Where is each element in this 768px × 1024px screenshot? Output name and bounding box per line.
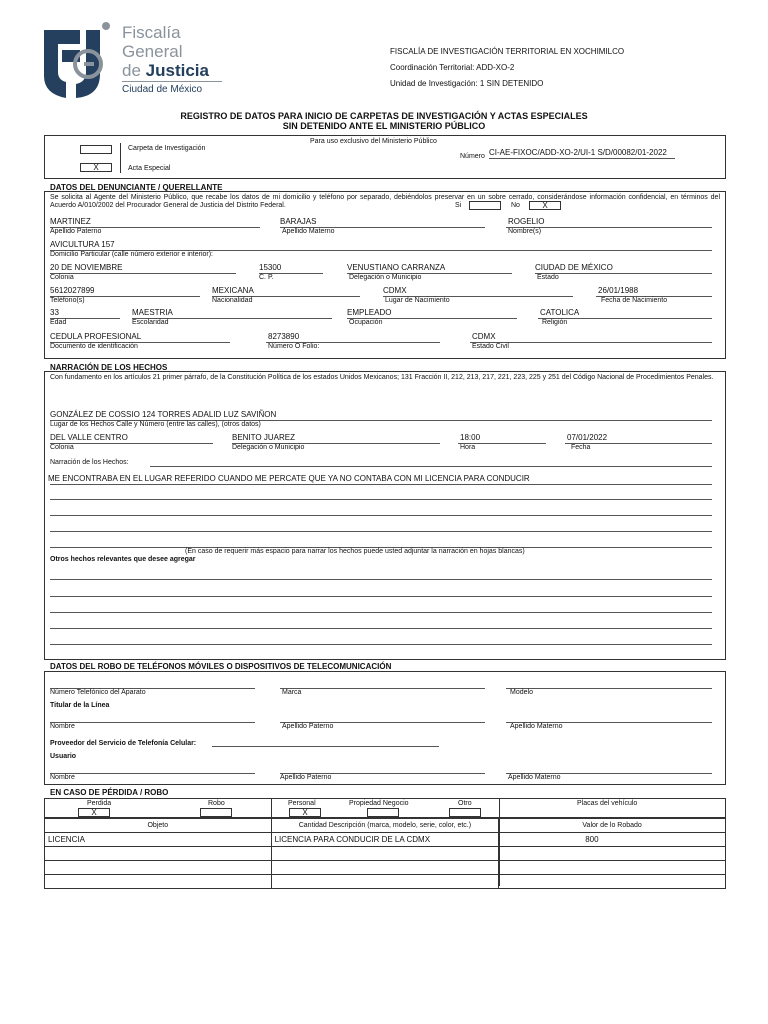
ocupacion-label: Ocupación (349, 319, 383, 326)
robo-checkbox[interactable] (200, 808, 232, 817)
logo (40, 20, 230, 100)
apellido-materno-value: BARAJAS (280, 217, 317, 226)
si-label: Si (455, 202, 462, 209)
usuario-nombre-label: Nombre (50, 774, 75, 781)
edad-label: Edad (50, 319, 67, 326)
personal-label: Personal (288, 800, 316, 807)
nacionalidad-value: MEXICANA (212, 286, 254, 295)
objetos-table (44, 818, 726, 889)
table-row (45, 847, 726, 861)
propiedad-checkbox[interactable] (367, 808, 399, 817)
table-cell-descripcion (271, 861, 499, 875)
telefono-label: Teléfono(s) (50, 297, 85, 304)
table-header-row (45, 819, 726, 833)
perdida-checkbox[interactable]: X (78, 808, 110, 817)
table-cell-objeto: LICENCIA (45, 833, 272, 847)
table-cell-objeto (45, 875, 272, 889)
titular-label: Titular de la Línea (50, 702, 110, 709)
hora-value: 18:00 (460, 433, 481, 442)
estado-label: Estado (537, 274, 559, 281)
acta-label: Acta Especial (128, 165, 171, 172)
carpeta-label: Carpeta de Investigación (128, 145, 206, 152)
section-robo-telefonos: DATOS DEL ROBO DE TELÉFONOS MÓVILES O DISPOSITIVOS DE TELECOMUNICACIÓN (50, 662, 392, 671)
lugar-hechos-label: Lugar de los Hechos Calle y Número (entre las calles), (otros datos) (50, 421, 261, 428)
no-checkbox[interactable]: X (529, 201, 561, 210)
hora-label: Hora (460, 444, 476, 451)
usuario-materno-label: Apellido Materno (508, 774, 561, 781)
apellido-materno-label: Apellido Materno (282, 228, 335, 235)
section-denunciante: DATOS DEL DENUNCIANTE / QUERELLANTE (50, 183, 223, 192)
hechos-colonia-value: DEL VALLE CENTRO (50, 433, 128, 442)
documento-label: Documento de identificación (50, 343, 138, 350)
proveedor-label: Proveedor del Servicio de Telefonía Celular: (50, 740, 197, 747)
carpeta-checkbox[interactable] (80, 145, 112, 154)
domicilio-label: Domicilio Particular (calle número exterior e interior): (50, 251, 213, 258)
propiedad-label: Propiedad Negocio (349, 800, 409, 807)
no-label: No (511, 202, 520, 209)
col-valor-header: Valor de lo Robado (499, 819, 726, 833)
table-cell-descripcion: LICENCIA PARA CONDUCIR DE LA CDMX (271, 833, 499, 847)
col-objeto-header: Objeto (45, 819, 272, 833)
estado-civil-value: CDMX (472, 332, 496, 341)
nombre-label: Nombre(s) (508, 228, 542, 235)
fgj-emblem-icon (40, 20, 114, 100)
table-cell-valor (499, 875, 726, 889)
nacionalidad-label: Nacionalidad (212, 297, 253, 304)
telefono-value: 5612027899 (50, 286, 95, 295)
table-cell-valor: 800 (499, 833, 726, 847)
table-row (45, 833, 726, 847)
cp-label: C. P. (259, 274, 274, 281)
lugar-nacimiento-value: CDMX (383, 286, 407, 295)
estado-value: CIUDAD DE MÉXICO (535, 263, 613, 272)
otro-checkbox[interactable] (449, 808, 481, 817)
table-cell-descripcion (271, 847, 499, 861)
nombre-value: ROGELIO (508, 217, 545, 226)
numero-value: CI-AE-FIXOC/ADD-XO-2/UI-1 S/D/00082/01-2022 (489, 148, 667, 157)
fecha-value: 07/01/2022 (567, 433, 608, 442)
form-title-line2: SIN DETENIDO ANTE EL MINISTERIO PÚBLICO (282, 121, 486, 131)
religion-value: CATOLICA (540, 308, 580, 317)
ocupacion-value: EMPLEADO (347, 308, 392, 317)
delegacion-value: VENUSTIANO CARRANZA (347, 263, 446, 272)
table-cell-valor (499, 861, 726, 875)
apellido-paterno-value: MARTINEZ (50, 217, 91, 226)
fecha-nacimiento-value: 26/01/1988 (598, 286, 639, 295)
personal-checkbox[interactable]: X (289, 808, 321, 817)
section-hechos: NARRACIÓN DE LOS HECHOS (50, 363, 168, 372)
table-cell-objeto (45, 847, 272, 861)
titular-nombre-label: Nombre (50, 723, 75, 730)
table-row (45, 861, 726, 875)
table-cell-valor (499, 847, 726, 861)
acta-checkbox[interactable]: X (80, 163, 112, 172)
lugar-hechos-value: GONZÁLEZ DE COSSIO 124 TORRES ADALID LUZ SAVIÑON (50, 410, 277, 419)
logo-justicia: Justicia (145, 61, 209, 80)
escolaridad-value: MAESTRIA (132, 308, 173, 317)
perdida-label: Perdida (87, 800, 112, 807)
lugar-nacimiento-label: Lugar de Nacimiento (385, 297, 450, 304)
hechos-delegacion-label: Delegación o Municipio (232, 444, 305, 451)
hechos-delegacion-value: BENITO JUAREZ (232, 433, 295, 442)
table-cell-objeto (45, 861, 272, 875)
header-line2: Coordinación Territorial: ADD-XO-2 (390, 63, 515, 72)
confidential-notice: Se solicita al Agente del Ministerio Público, que recabe los datos de mi domicilio y teléfono por separado, debiéndolos preservar en un sobre cerrado, considerándose información confidencial, en términos del Acuerdo A/010/2002 del Procurador General de Justicia del Distrito Federal. (50, 194, 720, 209)
form-title-line1: REGISTRO DE DATOS PARA INICIO DE CARPETAS DE INVESTIGACIÓN Y ACTAS ESPECIALES (180, 111, 588, 121)
religion-label: Religión (542, 319, 568, 326)
hechos-colonia-label: Colonia (50, 444, 74, 451)
robo-label: Robo (208, 800, 225, 807)
fundamento-text: Con fundamento en los artículos 21 primer párrafo, de la Constitución Política de los estados Unidos Mexicanos; 131 Fracción II, 212, 213, 217, 221, 223, 225 y 251 del Código Nacional de Procedimientos Penales. (50, 374, 714, 381)
domicilio-value: AVICULTURA 157 (50, 240, 115, 249)
narracion-label: Narración de los Hechos: (50, 459, 129, 466)
escolaridad-label: Escolaridad (132, 319, 169, 326)
modelo-label: Modelo (510, 689, 533, 696)
fecha-label: Fecha (571, 444, 591, 451)
otros-hechos-label: Otros hechos relevantes que desee agregar (50, 556, 196, 563)
titular-paterno-label: Apellido Paterno (282, 723, 334, 730)
si-checkbox[interactable] (469, 201, 501, 210)
folio-label: Número O Folio: (268, 343, 320, 350)
numero-label: Número (460, 153, 485, 160)
exclusive-label: Para uso exclusivo del Ministerio Público (310, 138, 437, 145)
fecha-nacimiento-label: Fecha de Nacimiento (601, 297, 668, 304)
logo-line3 (122, 62, 209, 80)
logo-line1: Fiscalía (122, 23, 181, 42)
logo-de: de (122, 61, 141, 80)
cp-value: 15300 (259, 263, 282, 272)
titular-materno-label: Apellido Materno (510, 723, 563, 730)
logo-line2: General (122, 42, 183, 61)
documento-value: CEDULA PROFESIONAL (50, 332, 142, 341)
col-descripcion-header: Cantidad Descripción (marca, modelo, serie, color, etc.) (271, 819, 499, 833)
edad-value: 33 (50, 308, 59, 317)
placas-label: Placas del vehículo (577, 800, 638, 807)
usuario-label: Usuario (50, 753, 77, 760)
header-line1: FISCALÍA DE INVESTIGACIÓN TERRITORIAL EN XOCHIMILCO (390, 47, 625, 56)
espacio-note: (En caso de requerir más espacio para narrar los hechos puede usted adjuntar la narración en hojas blancas) (185, 548, 525, 555)
logo-line4: Ciudad de México (122, 84, 203, 95)
narracion-text: ME ENCONTRABA EN EL LUGAR REFERIDO CUANDO ME PERCATE QUE YA NO CONTABA CON MI LICENCIA PARA CONDUCIR (48, 474, 530, 483)
numero-aparato-label: Número Telefónico del Aparato (50, 689, 146, 696)
section-perdida: EN CASO DE PÉRDIDA / ROBO (50, 788, 169, 797)
colonia-label: Colonia (50, 274, 74, 281)
estado-civil-label: Estado Civil (472, 343, 509, 350)
otro-label: Otro (458, 800, 472, 807)
marca-label: Marca (282, 689, 302, 696)
folio-value: 8273890 (268, 332, 300, 341)
table-row (45, 875, 726, 889)
apellido-paterno-label: Apellido Paterno (50, 228, 102, 235)
usuario-paterno-label: Apellido Paterno (280, 774, 332, 781)
table-cell-descripcion (271, 875, 499, 889)
colonia-value: 20 DE NOVIEMBRE (50, 263, 123, 272)
header-line3: Unidad de Investigación: 1 SIN DETENIDO (390, 79, 544, 88)
delegacion-label: Delegación o Municipio (349, 274, 422, 281)
